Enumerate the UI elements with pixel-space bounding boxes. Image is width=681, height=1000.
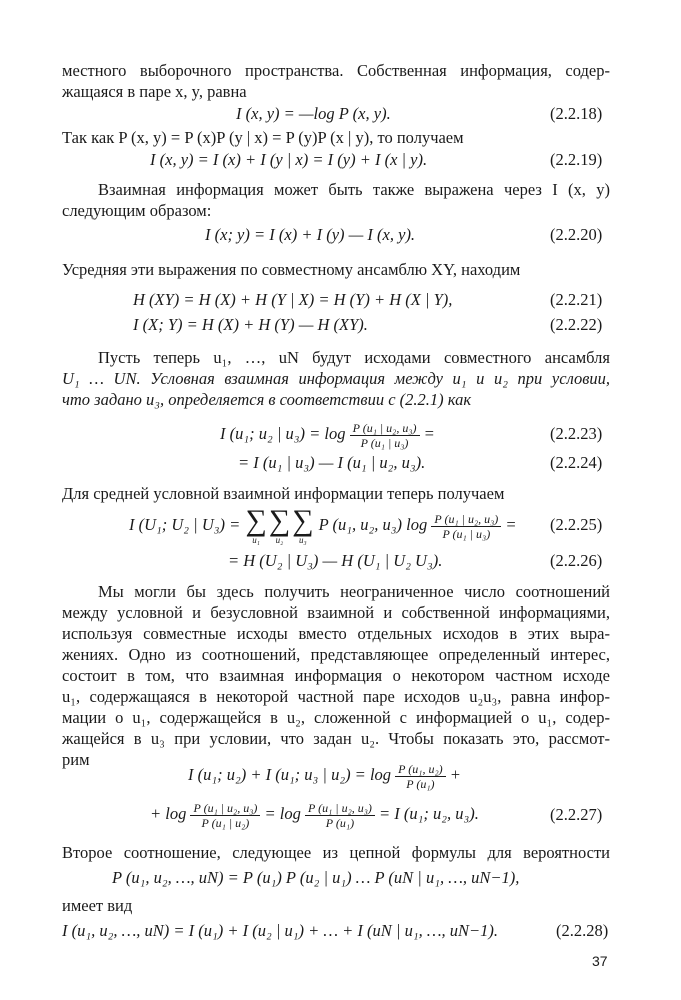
fraction-numerator: P (u₁, u₂) [395, 762, 445, 777]
para5: Для средней условной взаимной информации теперь получаем [62, 484, 505, 503]
equation-lhs: I (u₁; u₂ | u₃) = log [220, 424, 346, 443]
equation-middle: = log [264, 804, 301, 823]
para3: Усредняя эти выражения по совместному ансамблю XY, находим [62, 260, 521, 279]
para6-line3: используя совместные исходы вместо отдельных исходов в этих выра- [62, 624, 610, 643]
para1-line1: местного выборочного пространства. Собственная информация, содер- [62, 61, 610, 80]
equation-2-2-21: H (XY) = H (X) + H (Y | X) = H (Y) + H (X | Y), [133, 290, 453, 309]
para6-line8: жащейся в u₃ при условии, что задан u₂. Чтобы показать это, рассмот- [62, 729, 610, 748]
para6-line9: рим [62, 750, 90, 769]
para6-line5: состоит в том, что взаимная информация о некотором частном исходе [62, 666, 610, 685]
fraction-denominator: P (u₁) [325, 815, 355, 830]
sum-index: u₃ [299, 535, 307, 546]
para1-line2: жащаяся в паре x, y, равна [62, 82, 247, 101]
sum-symbol: ∑ u₁ [245, 504, 267, 546]
equation-rhs: = I (u₁; u₂, u₃). [379, 804, 479, 823]
fraction-denominator: P (u₁ | u₃) [360, 435, 409, 450]
fraction-numerator: P (u₁ | u₂, u₃) [350, 421, 420, 436]
equation-2-2-23 [220, 417, 435, 451]
para6-line2: между условной и безусловной взаимной и собственной информациями, [62, 603, 610, 622]
para2-line1: Взаимная информация может быть также выражена через I (x, y) [98, 180, 610, 199]
equation-number: (2.2.21) [550, 290, 603, 309]
chain-formula: P (u₁, u₂, …, uN) = P (u₁) P (u₂ | u₁) … P (uN | u₁, …, uN−1), [112, 868, 520, 887]
sum-index: u₂ [275, 535, 284, 546]
fraction-numerator: P (u₁ | u₂, u₃) [305, 801, 375, 816]
equation-number: (2.2.27) [550, 805, 603, 824]
equation-2-2-27-line2 [150, 797, 479, 831]
equation-2-2-22: I (X; Y) = H (X) + H (Y) — H (XY). [133, 315, 368, 334]
intro-2-2-19: Так как P (x, y) = P (x)P (y | x) = P (y)P (x | y), то получаем [62, 128, 464, 147]
sum-symbol: ∑ u₃ [292, 504, 314, 546]
fraction [395, 762, 445, 791]
fraction-numerator: P (u₁ | u₂, u₃) [431, 512, 501, 527]
sum-index: u₁ [252, 535, 260, 546]
equation-2-2-26: = H (U₂ | U₃) — H (U₁ | U₂ U₃). [228, 551, 443, 570]
fraction [431, 512, 501, 541]
para6-line1: Мы могли бы здесь получить неограниченное число соотношений [98, 582, 610, 601]
page-number: 37 [592, 953, 608, 969]
equation-lhs: I (u₁; u₂) + I (u₁; u₃ | u₂) = log [188, 765, 392, 784]
equation-number: (2.2.22) [550, 315, 603, 334]
para4-line3: что задано u₃, определяется в соответствии с (2.2.1) как [62, 390, 472, 409]
equation-2-2-18: I (x, y) = —log P (x, y). [236, 104, 391, 123]
sum-symbol: ∑ u₂ [268, 504, 291, 546]
para6-line4: жениях. Одно из соотношений, представляющее определенный интерес, [62, 645, 610, 664]
fraction-denominator: P (u₁ | u₂) [201, 815, 250, 830]
fraction-denominator: P (u₁ | u₃) [442, 526, 491, 541]
equation-2-2-20: I (x; y) = I (x) + I (y) — I (x, y). [205, 225, 416, 244]
para4-line1: Пусть теперь u₁, …, uN будут исходами совместного ансамбля [98, 348, 610, 367]
equation-lhs: + log [150, 804, 187, 823]
equation-2-2-25 [129, 503, 517, 547]
para6-line7: мации о u₁, содержащейся в u₂, сложенной с информацией о u₁, содер- [62, 708, 610, 727]
equation-rhs: = [423, 424, 435, 443]
equation-number: (2.2.20) [550, 225, 603, 244]
equation-2-2-24: = I (u₁ | u₃) — I (u₁ | u₂, u₃). [238, 453, 426, 472]
fraction-denominator: P (u₁) [406, 776, 435, 791]
equation-number: (2.2.24) [550, 453, 603, 472]
fraction-numerator: P (u₁ | u₂, u₃) [190, 801, 260, 816]
fraction [190, 801, 260, 830]
equation-middle: P (u₁, u₂, u₃) log [318, 515, 428, 534]
equation-rhs: + [449, 765, 461, 784]
fraction [305, 801, 375, 830]
equation-rhs: = [505, 515, 517, 534]
para7: Второе соотношение, следующее из цепной формулы для вероятности [62, 843, 610, 862]
para2-line2: следующим образом: [62, 201, 212, 220]
equation-2-2-19: I (x, y) = I (x) + I (y | x) = I (y) + I (x | y). [150, 150, 428, 169]
para8: имеет вид [62, 896, 133, 915]
fraction [350, 421, 420, 450]
equation-number: (2.2.25) [550, 515, 603, 534]
equation-number: (2.2.26) [550, 551, 603, 570]
equation-2-2-27-line1 [188, 758, 461, 792]
equation-number: (2.2.23) [550, 424, 603, 443]
equation-number: (2.2.19) [550, 150, 603, 169]
equation-2-2-28: I (u₁, u₂, …, uN) = I (u₁) + I (u₂ | u₁) + … + I (uN | u₁, …, uN−1). [62, 921, 499, 940]
para4-line2: U₁ … UN. Условная взаимная информация между u₁ и u₂ при условии, [62, 369, 610, 388]
para6-line6: u₁, содержащаяся в некоторой частной паре исходов u₂u₃, равна инфор- [62, 687, 610, 706]
equation-lhs: I (U₁; U₂ | U₃) = [129, 515, 241, 534]
equation-number: (2.2.18) [550, 104, 603, 123]
equation-number: (2.2.28) [556, 921, 609, 940]
